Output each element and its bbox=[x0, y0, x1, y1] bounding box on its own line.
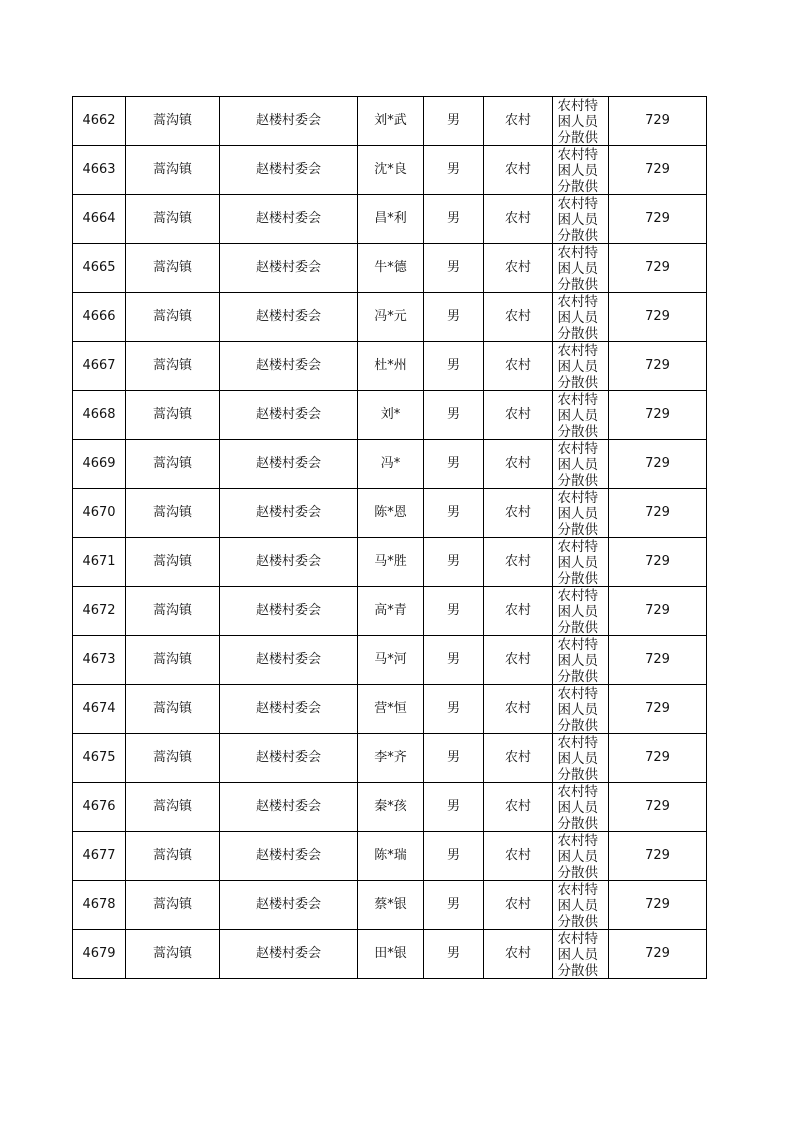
residence-type-cell: 农村 bbox=[484, 97, 553, 146]
person-name-cell: 刘*武 bbox=[358, 97, 424, 146]
town-cell: 蒿沟镇 bbox=[126, 293, 220, 342]
gender-cell: 男 bbox=[424, 391, 484, 440]
support-category-text: 农村特困人员分散供 bbox=[557, 734, 598, 782]
support-category-cell bbox=[553, 685, 609, 734]
residence-type-cell: 农村 bbox=[484, 685, 553, 734]
residence-type-cell: 农村 bbox=[484, 538, 553, 587]
amount-cell: 729 bbox=[609, 391, 707, 440]
town-cell: 蒿沟镇 bbox=[126, 636, 220, 685]
gender-cell: 男 bbox=[424, 440, 484, 489]
gender-cell: 男 bbox=[424, 97, 484, 146]
support-category-cell bbox=[553, 244, 609, 293]
serial-number-cell: 4677 bbox=[73, 832, 126, 881]
town-cell: 蒿沟镇 bbox=[126, 244, 220, 293]
support-category-cell bbox=[553, 783, 609, 832]
village-committee-cell: 赵楼村委会 bbox=[220, 97, 358, 146]
gender-cell: 男 bbox=[424, 783, 484, 832]
person-name-cell: 冯*元 bbox=[358, 293, 424, 342]
gender-cell: 男 bbox=[424, 293, 484, 342]
amount-cell: 729 bbox=[609, 636, 707, 685]
person-name-cell: 蔡*银 bbox=[358, 881, 424, 930]
support-category-text: 农村特困人员分散供 bbox=[557, 195, 598, 243]
support-category-text: 农村特困人员分散供 bbox=[557, 244, 598, 292]
person-name-cell: 杜*州 bbox=[358, 342, 424, 391]
amount-cell: 729 bbox=[609, 97, 707, 146]
town-cell: 蒿沟镇 bbox=[126, 832, 220, 881]
amount-cell: 729 bbox=[609, 685, 707, 734]
roster-table bbox=[72, 96, 707, 979]
gender-cell: 男 bbox=[424, 930, 484, 979]
village-committee-cell: 赵楼村委会 bbox=[220, 538, 358, 587]
residence-type-cell: 农村 bbox=[484, 293, 553, 342]
person-name-cell: 牛*德 bbox=[358, 244, 424, 293]
table-row bbox=[73, 930, 707, 979]
amount-cell: 729 bbox=[609, 881, 707, 930]
residence-type-cell: 农村 bbox=[484, 489, 553, 538]
town-cell: 蒿沟镇 bbox=[126, 440, 220, 489]
amount-cell: 729 bbox=[609, 489, 707, 538]
amount-cell: 729 bbox=[609, 832, 707, 881]
amount-cell: 729 bbox=[609, 342, 707, 391]
support-category-text: 农村特困人员分散供 bbox=[557, 489, 598, 537]
town-cell: 蒿沟镇 bbox=[126, 783, 220, 832]
support-category-cell bbox=[553, 146, 609, 195]
serial-number-cell: 4665 bbox=[73, 244, 126, 293]
amount-cell: 729 bbox=[609, 146, 707, 195]
village-committee-cell: 赵楼村委会 bbox=[220, 881, 358, 930]
serial-number-cell: 4663 bbox=[73, 146, 126, 195]
village-committee-cell: 赵楼村委会 bbox=[220, 244, 358, 293]
town-cell: 蒿沟镇 bbox=[126, 146, 220, 195]
support-category-cell bbox=[553, 930, 609, 979]
village-committee-cell: 赵楼村委会 bbox=[220, 734, 358, 783]
person-name-cell: 沈*良 bbox=[358, 146, 424, 195]
support-category-text: 农村特困人员分散供 bbox=[557, 783, 598, 831]
village-committee-cell: 赵楼村委会 bbox=[220, 195, 358, 244]
amount-cell: 729 bbox=[609, 440, 707, 489]
town-cell: 蒿沟镇 bbox=[126, 538, 220, 587]
amount-cell: 729 bbox=[609, 734, 707, 783]
village-committee-cell: 赵楼村委会 bbox=[220, 930, 358, 979]
serial-number-cell: 4674 bbox=[73, 685, 126, 734]
support-category-cell bbox=[553, 391, 609, 440]
support-category-text: 农村特困人员分散供 bbox=[557, 930, 598, 978]
gender-cell: 男 bbox=[424, 734, 484, 783]
amount-cell: 729 bbox=[609, 538, 707, 587]
gender-cell: 男 bbox=[424, 636, 484, 685]
support-category-text: 农村特困人员分散供 bbox=[557, 146, 598, 194]
village-committee-cell: 赵楼村委会 bbox=[220, 636, 358, 685]
table-row bbox=[73, 636, 707, 685]
town-cell: 蒿沟镇 bbox=[126, 489, 220, 538]
serial-number-cell: 4675 bbox=[73, 734, 126, 783]
village-committee-cell: 赵楼村委会 bbox=[220, 685, 358, 734]
support-category-text: 农村特困人员分散供 bbox=[557, 342, 598, 390]
amount-cell: 729 bbox=[609, 930, 707, 979]
gender-cell: 男 bbox=[424, 881, 484, 930]
serial-number-cell: 4667 bbox=[73, 342, 126, 391]
table-row bbox=[73, 244, 707, 293]
support-category-cell bbox=[553, 342, 609, 391]
gender-cell: 男 bbox=[424, 832, 484, 881]
residence-type-cell: 农村 bbox=[484, 440, 553, 489]
table-row bbox=[73, 97, 707, 146]
residence-type-cell: 农村 bbox=[484, 195, 553, 244]
support-category-cell bbox=[553, 832, 609, 881]
table-row bbox=[73, 587, 707, 636]
serial-number-cell: 4678 bbox=[73, 881, 126, 930]
serial-number-cell: 4670 bbox=[73, 489, 126, 538]
gender-cell: 男 bbox=[424, 244, 484, 293]
village-committee-cell: 赵楼村委会 bbox=[220, 293, 358, 342]
support-category-text: 农村特困人员分散供 bbox=[557, 391, 598, 439]
person-name-cell: 昌*利 bbox=[358, 195, 424, 244]
table-row bbox=[73, 146, 707, 195]
town-cell: 蒿沟镇 bbox=[126, 391, 220, 440]
person-name-cell: 营*恒 bbox=[358, 685, 424, 734]
town-cell: 蒿沟镇 bbox=[126, 587, 220, 636]
support-category-cell bbox=[553, 587, 609, 636]
support-category-cell bbox=[553, 97, 609, 146]
person-name-cell: 田*银 bbox=[358, 930, 424, 979]
village-committee-cell: 赵楼村委会 bbox=[220, 391, 358, 440]
support-category-text: 农村特困人员分散供 bbox=[557, 293, 598, 341]
person-name-cell: 秦*孩 bbox=[358, 783, 424, 832]
residence-type-cell: 农村 bbox=[484, 832, 553, 881]
town-cell: 蒿沟镇 bbox=[126, 195, 220, 244]
person-name-cell: 陈*恩 bbox=[358, 489, 424, 538]
roster-body bbox=[73, 97, 707, 979]
serial-number-cell: 4662 bbox=[73, 97, 126, 146]
support-category-text: 农村特困人员分散供 bbox=[557, 685, 598, 733]
gender-cell: 男 bbox=[424, 587, 484, 636]
amount-cell: 729 bbox=[609, 587, 707, 636]
table-row bbox=[73, 685, 707, 734]
table-row bbox=[73, 342, 707, 391]
town-cell: 蒿沟镇 bbox=[126, 342, 220, 391]
town-cell: 蒿沟镇 bbox=[126, 97, 220, 146]
support-category-cell bbox=[553, 440, 609, 489]
residence-type-cell: 农村 bbox=[484, 587, 553, 636]
serial-number-cell: 4666 bbox=[73, 293, 126, 342]
support-category-text: 农村特困人员分散供 bbox=[557, 881, 598, 929]
table-row bbox=[73, 391, 707, 440]
person-name-cell: 李*齐 bbox=[358, 734, 424, 783]
residence-type-cell: 农村 bbox=[484, 244, 553, 293]
serial-number-cell: 4673 bbox=[73, 636, 126, 685]
person-name-cell: 刘* bbox=[358, 391, 424, 440]
village-committee-cell: 赵楼村委会 bbox=[220, 440, 358, 489]
table-row bbox=[73, 489, 707, 538]
support-category-cell bbox=[553, 538, 609, 587]
residence-type-cell: 农村 bbox=[484, 391, 553, 440]
person-name-cell: 马*胜 bbox=[358, 538, 424, 587]
residence-type-cell: 农村 bbox=[484, 881, 553, 930]
table-row bbox=[73, 538, 707, 587]
support-category-cell bbox=[553, 195, 609, 244]
gender-cell: 男 bbox=[424, 146, 484, 195]
support-category-text: 农村特困人员分散供 bbox=[557, 636, 598, 684]
village-committee-cell: 赵楼村委会 bbox=[220, 342, 358, 391]
town-cell: 蒿沟镇 bbox=[126, 881, 220, 930]
support-category-cell bbox=[553, 489, 609, 538]
person-name-cell: 陈*瑞 bbox=[358, 832, 424, 881]
village-committee-cell: 赵楼村委会 bbox=[220, 146, 358, 195]
table-row bbox=[73, 195, 707, 244]
amount-cell: 729 bbox=[609, 244, 707, 293]
village-committee-cell: 赵楼村委会 bbox=[220, 489, 358, 538]
table-row bbox=[73, 440, 707, 489]
amount-cell: 729 bbox=[609, 783, 707, 832]
serial-number-cell: 4679 bbox=[73, 930, 126, 979]
serial-number-cell: 4668 bbox=[73, 391, 126, 440]
support-category-text: 农村特困人员分散供 bbox=[557, 538, 598, 586]
residence-type-cell: 农村 bbox=[484, 930, 553, 979]
serial-number-cell: 4671 bbox=[73, 538, 126, 587]
residence-type-cell: 农村 bbox=[484, 146, 553, 195]
table-row bbox=[73, 832, 707, 881]
village-committee-cell: 赵楼村委会 bbox=[220, 783, 358, 832]
table-row bbox=[73, 734, 707, 783]
support-category-text: 农村特困人员分散供 bbox=[557, 587, 598, 635]
amount-cell: 729 bbox=[609, 293, 707, 342]
town-cell: 蒿沟镇 bbox=[126, 685, 220, 734]
residence-type-cell: 农村 bbox=[484, 636, 553, 685]
serial-number-cell: 4676 bbox=[73, 783, 126, 832]
support-category-cell bbox=[553, 293, 609, 342]
village-committee-cell: 赵楼村委会 bbox=[220, 587, 358, 636]
table-row bbox=[73, 783, 707, 832]
table-row bbox=[73, 293, 707, 342]
person-name-cell: 马*河 bbox=[358, 636, 424, 685]
support-category-cell bbox=[553, 636, 609, 685]
serial-number-cell: 4672 bbox=[73, 587, 126, 636]
town-cell: 蒿沟镇 bbox=[126, 734, 220, 783]
serial-number-cell: 4664 bbox=[73, 195, 126, 244]
support-category-cell bbox=[553, 881, 609, 930]
support-category-text: 农村特困人员分散供 bbox=[557, 440, 598, 488]
residence-type-cell: 农村 bbox=[484, 342, 553, 391]
person-name-cell: 冯* bbox=[358, 440, 424, 489]
serial-number-cell: 4669 bbox=[73, 440, 126, 489]
table-row bbox=[73, 881, 707, 930]
gender-cell: 男 bbox=[424, 195, 484, 244]
support-category-text: 农村特困人员分散供 bbox=[557, 832, 598, 880]
town-cell: 蒿沟镇 bbox=[126, 930, 220, 979]
amount-cell: 729 bbox=[609, 195, 707, 244]
gender-cell: 男 bbox=[424, 538, 484, 587]
support-category-cell bbox=[553, 734, 609, 783]
gender-cell: 男 bbox=[424, 685, 484, 734]
gender-cell: 男 bbox=[424, 342, 484, 391]
residence-type-cell: 农村 bbox=[484, 783, 553, 832]
person-name-cell: 高*青 bbox=[358, 587, 424, 636]
residence-type-cell: 农村 bbox=[484, 734, 553, 783]
village-committee-cell: 赵楼村委会 bbox=[220, 832, 358, 881]
support-category-text: 农村特困人员分散供 bbox=[557, 97, 598, 145]
gender-cell: 男 bbox=[424, 489, 484, 538]
